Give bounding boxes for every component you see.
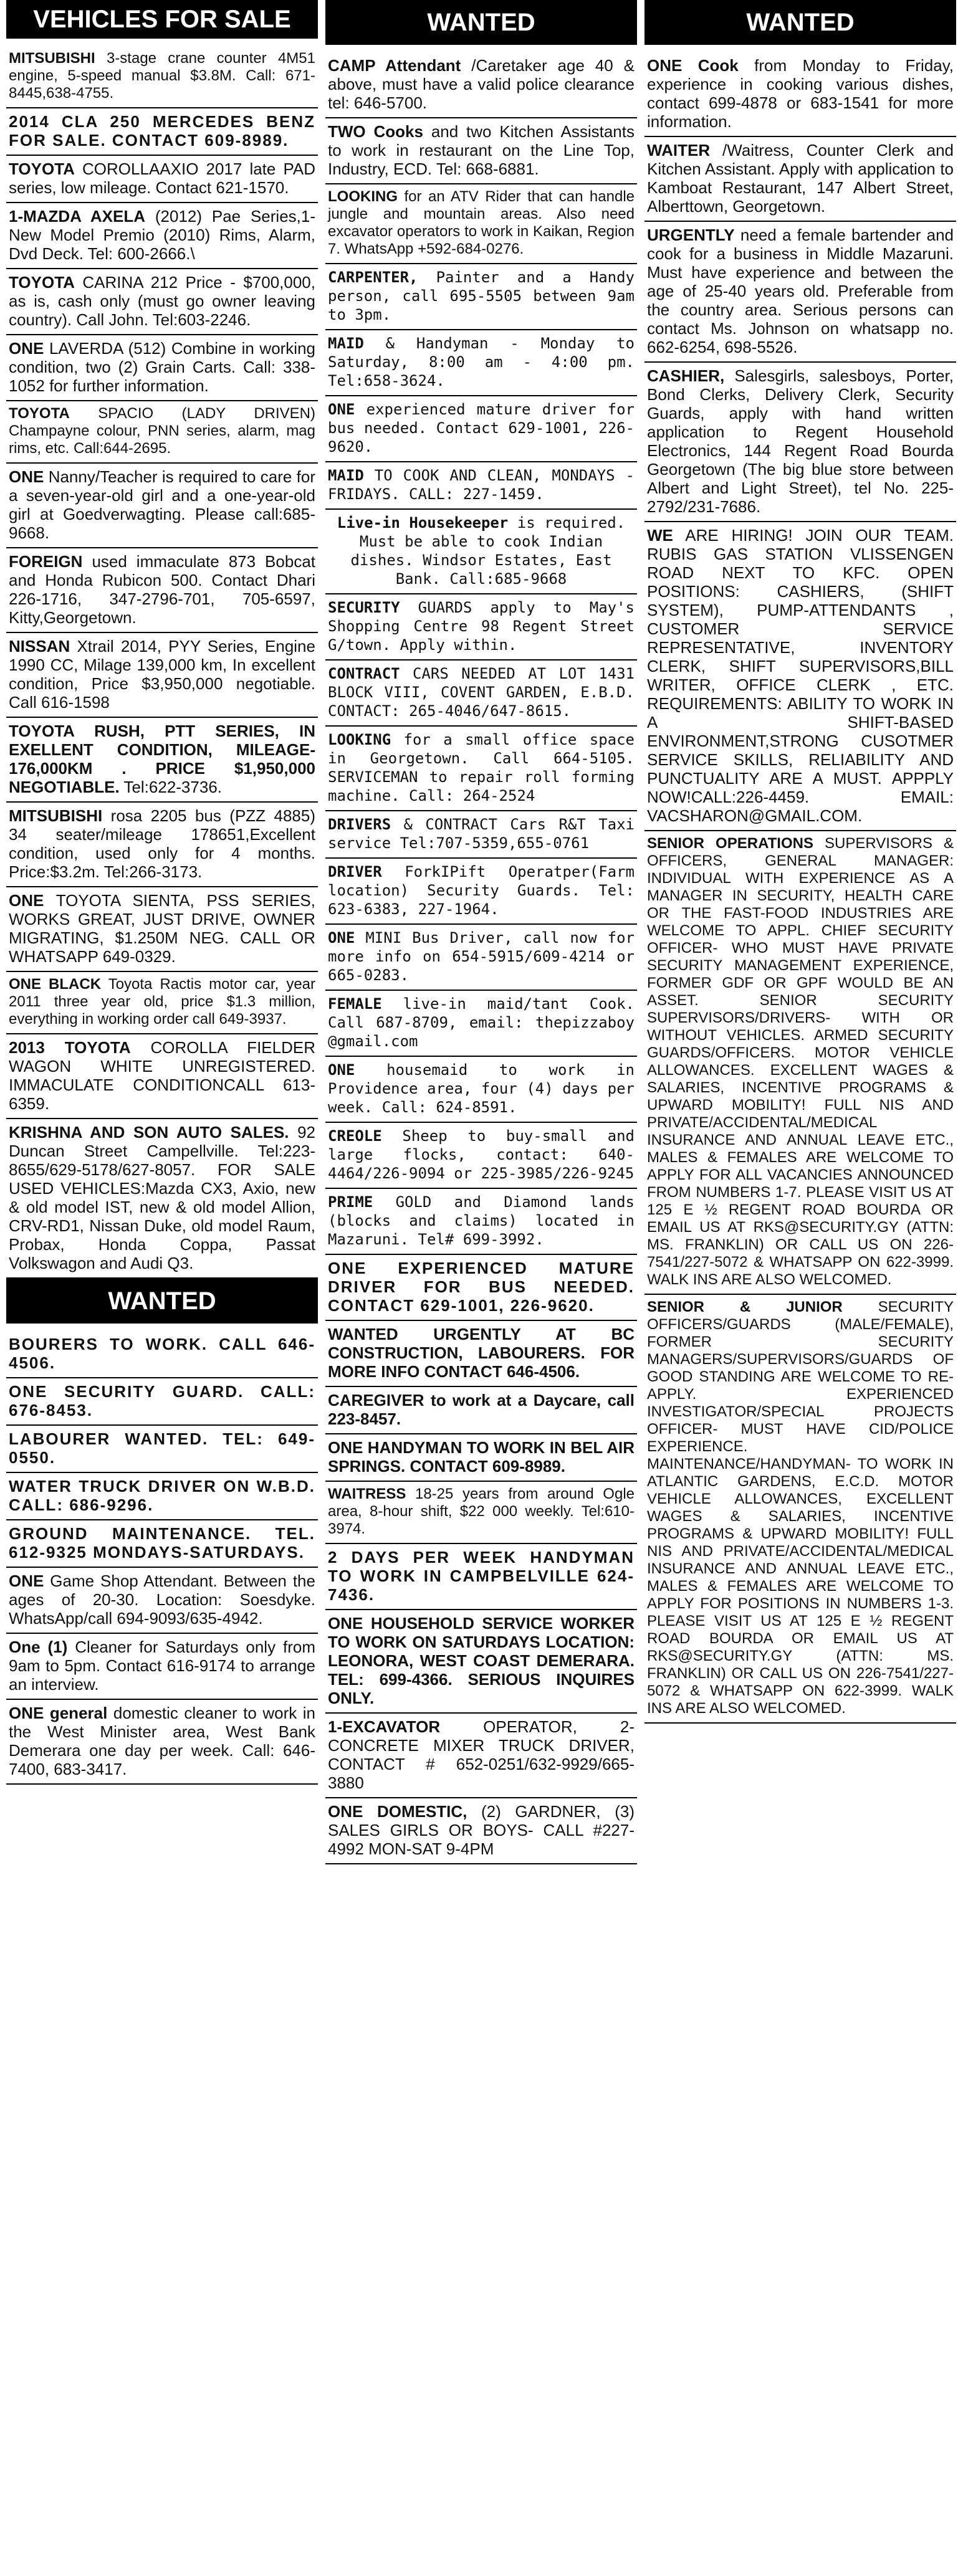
ad-body-text: TO COOK AND CLEAN, MONDAYS - FRIDAYS. CALL: 227-1459. (328, 467, 635, 503)
classified-ad (325, 1387, 637, 1434)
classified-ad (325, 859, 637, 925)
ad-body-text: SUPERVISORS & OFFICERS, GENERAL MANAGER: INDIVIDUAL WITH EXPERIENCE AS A MANAGER IN SECURITY, HEALTH CARE OR THE FAST-FOOD INDUSTRIES ARE WELCOME TO APPL. CHIEF SECURITY OFFICER- WHO MUST HAVE PRIVATE SECURITY MANAGEMENT EXPERIENCE, FORMER GDF OR GPF WOULD BE AN ASSET. SENIOR SECURITY SUPERVISORS/DRIVERS- WITH OR WITHOUT VEHICLES. ARMED SECURITY GUARDS/OFFICERS. MOTOR VEHICLE ALLOWANCES. EXCELLENT WAGES & SALARIES, INCENTIVE PROGRAMS & UPWARD MOBILITY! FULL NIS AND PRIVATE/ACCIDENTAL/MEDICAL INSURANCE AND ANNUAL LEAVE ETC., MALES & FEMALES ARE WELCOME TO APPLY FOR ALL VACANCIES ANNOUNCED FROM NUMBERS 1-7. PLEASE VISIT US AT 125 E ½ REGENT ROAD BOURDA OR EMAIL US AT RKS@SECURITY.GY (ATTN: MS. FRANKLIN) OR CALL US ON 226-7541/227-5072 & WHATSAPP ON 622-3999. WALK INS ARE ALSO WELCOMED. (647, 835, 954, 1288)
section-header-wanted: WANTED (325, 0, 637, 45)
ad-body-text: MINI Bus Driver, call now for more info on 654-5915/609-4214 or 665-0283. (328, 929, 635, 984)
classified-ad (325, 1544, 637, 1610)
classified-ad (325, 1057, 637, 1123)
ad-lead-text: WATER TRUCK DRIVER ON W.B.D. CALL: 686-9296. (9, 1477, 315, 1514)
classified-ad (644, 52, 956, 137)
ad-lead-text: LOOKING (328, 188, 398, 205)
ad-lead-text: SENIOR & JUNIOR (647, 1299, 843, 1315)
ad-body-text: CARINA 212 Price - $700,000, as is, cash only (must go owner leaving country). Call John. Tel:603-2246. (9, 273, 315, 329)
ad-body-text: need a female bartender and cook for a business in Middle Mazaruni. Must have experience and between the age of 25-40 years old. Preferable from the country area. Serious persons can contact Ms. Johnson on whatsapp no. 662-6254, 698-5526. (647, 226, 954, 356)
ad-body-text: /Waitress, Counter Clerk and Kitchen Assistant. Apply with application to Kamboat Restaurant, 147 Albert Street, Alberttown, Georgetown. (647, 141, 954, 216)
ad-body-text: domestic cleaner to work in the West Minister area, West Bank Demerara one day per week. Call: 646-7400, 683-3417. (9, 1704, 315, 1778)
ad-lead-text: ONE HOUSEHOLD SERVICE WORKER TO WORK ON SATURDAYS LOCATION: LEONORA, WEST COAST DEMERARA. TEL: 699-4366. SERIOUS INQUIRES ONLY. (328, 1614, 635, 1707)
ad-body-text: Nanny/Teacher is required to care for a seven-year-old girl and a one-year-old girl at Goedverwagting. Please call:685-9668. (9, 467, 315, 542)
ad-lead-text: 1-EXCAVATOR (328, 1717, 441, 1736)
ad-body-text: COROLLA FIELDER WAGON WHITE UNREGISTERED. IMMACULATE CONDITIONCALL 613-6359. (9, 1038, 315, 1113)
classified-ad (6, 269, 318, 335)
ad-body-text: & CONTRACT Cars R&T Taxi service Tel:707-5359,655-0761 (328, 816, 635, 852)
ad-lead-text: 1-MAZDA AXELA (9, 207, 146, 226)
classified-ad (325, 1123, 637, 1189)
classified-ad (325, 661, 637, 727)
classified-ad (325, 811, 637, 859)
classified-ad (6, 548, 318, 633)
classified-ad (6, 203, 318, 269)
ad-body-text: GUARDS apply to May's Shopping Centre 98 Regent Street G/town. Apply within. (328, 599, 635, 654)
classified-ad (325, 462, 637, 510)
column-wanted-3 (644, 0, 956, 2576)
classified-ad (6, 1520, 318, 1568)
ad-body-text: & Handyman - Monday to Saturday, 8:00 am - 4:00 pm. Tel:658-3624. (328, 335, 635, 389)
ad-body-text: 18-25 years from around Ogle area, 8-hour shift, $22 000 weekly. Tel:610-3974. (328, 1486, 635, 1537)
ad-body-text: Salesgirls, salesboys, Porter, Bond Clerks, Delivery Clerk, Security Guards, apply with hand written application to Regent Household Electronics, 144 Regent Road Bourda Georgetown (The big blue store between Albert and Light Street), tel No. 225-2792/231-7686. (647, 366, 954, 516)
ad-lead-text: TOYOTA RUSH, PTT SERIES, IN EXELLENT CONDITION, MILEAGE-176,000KM . PRICE $1,950,000 NEGOTIABLE. (9, 722, 315, 796)
column-wanted-2 (325, 0, 637, 2576)
ad-body-text: CARS NEEDED AT LOT 1431 BLOCK VIII, COVENT GARDEN, E.B.D. CONTACT: 265-4046/647-8615. (328, 665, 635, 720)
ad-body-text: used immaculate 873 Bobcat and Honda Rubicon 500. Contact Dhari 226-1716, 347-2796-701, 705-6597, Kitty,Georgetown. (9, 552, 315, 627)
ad-lead-text: URGENTLY (647, 226, 735, 244)
ad-body-text: live-in maid/tant Cook. Call 687-8709, email: thepizzaboy @gmail.com (328, 995, 635, 1050)
classified-ad (6, 1700, 318, 1785)
ad-lead-text: MITSUBISHI (9, 50, 95, 67)
classified-ad (644, 522, 956, 831)
ad-body-text: ARE HIRING! JOIN OUR TEAM. RUBIS GAS STATION VLISSENGEN ROAD NEXT TO KFC. OPEN POSITIONS: CASHIERS, (SHIFT SYSTEM), PUMP-ATTENDANTS , CUSTOMER SERVICE REPRESENTATIVE, INVENTORY CLERK, SHIFT SUPERVISORS,BILL WRITER, OFFICE CLERK , ETC. REQUIREMENTS: ABILITY TO WORK IN A SHIFT-BASED ENVIRONMENT,STRONG CUSOTMER SERVICE SKILLS, RELIABILITY AND PUNCTUALITY ARE A MUST. APPPLY NOW!CALL:226-4459. EMAIL: VACSHARON@GMAIL.COM. (647, 526, 954, 825)
classified-ad (325, 1714, 637, 1798)
ad-body-text: from Monday to Friday, experience in cooking various dishes, contact 699-4878 or 683-1541 for more information. (647, 56, 954, 131)
ad-lead-text: KRISHNA AND SON AUTO SALES. (9, 1123, 289, 1142)
ad-lead-text: FOREIGN (9, 552, 83, 571)
ad-lead-text: PRIME (328, 1193, 373, 1211)
ad-lead-text: ONE (328, 929, 355, 947)
ad-lead-text: ONE DOMESTIC, (328, 1802, 467, 1821)
ad-lead-text: ONE EXPERIENCED MATURE DRIVER FOR BUS NEEDED. CONTACT 629-1001, 226-9620. (328, 1259, 635, 1315)
ad-lead-text: ONE (9, 467, 44, 486)
classified-ad (325, 52, 637, 118)
classified-ad (6, 1473, 318, 1520)
ad-body-text: is required. Must be able to cook Indian dishes. Windsor Estates, East Bank. Call:685-9668 (350, 514, 626, 588)
classified-ad (325, 330, 637, 396)
ads-list (325, 52, 637, 1864)
ad-lead-text: ONE (9, 1572, 44, 1590)
ad-lead-text: CAREGIVER to work at a Daycare, call 223-8457. (328, 1391, 635, 1428)
classified-ad (325, 1321, 637, 1387)
ad-lead-text: 2013 TOYOTA (9, 1038, 131, 1057)
classified-ad (325, 118, 637, 184)
ad-lead-text: SENIOR OPERATIONS (647, 835, 813, 852)
ad-lead-text: CASHIER, (647, 366, 725, 385)
ad-lead-text: CONTRACT (328, 665, 400, 682)
ad-lead-text: Live-in Housekeeper (337, 514, 509, 532)
ad-lead-text: ONE (9, 339, 44, 358)
section-header-wanted: WANTED (6, 1279, 318, 1324)
ad-lead-text: BOURERS TO WORK. CALL 646-4506. (9, 1335, 315, 1372)
ad-lead-text: GROUND MAINTENANCE. TEL. 612-9325 MONDAYS-SATURDAYS. (9, 1524, 315, 1562)
ad-body-text: (2) GARDNER, (3) SALES GIRLS OR BOYS- CALL #227-4992 MON-SAT 9-4PM (328, 1802, 635, 1858)
classified-ad (6, 156, 318, 203)
ad-body-text: and two Kitchen Assistants to work in restaurant on the Line Top, Industry, ECD. Tel: 668-6881. (328, 122, 635, 178)
ad-body-text: for a small office space in Georgetown. Call 664-5105. SERVICEMAN to repair roll forming machine. Call: 264-2524 (328, 731, 635, 804)
ad-lead-text: TWO Cooks (328, 122, 423, 141)
classified-ad (6, 1634, 318, 1700)
classified-ad (6, 1426, 318, 1473)
ad-lead-text: CREOLE (328, 1127, 382, 1145)
ad-body-text: GOLD and Diamond lands (blocks and claims) located in Mazaruni. Tel# 699-3992. (328, 1193, 635, 1248)
classified-ad (6, 633, 318, 718)
ad-body-text: rosa 2205 bus (PZZ 4885) 34 seater/mileage 178651,Excellent condition, used only for 4 months. Price:$3.2m. Tel:266-3173. (9, 806, 315, 881)
ad-lead-text: WAITER (647, 141, 711, 160)
ad-body-text: /Caretaker age 40 & above, must have a valid police clearance tel: 646-5700. (328, 56, 635, 112)
classified-ad (325, 1482, 637, 1544)
classified-ad (6, 335, 318, 401)
ad-body-text: 92 Duncan Street Campellville. Tel:223-8655/629-5178/627-8057. FOR SALE USED VEHICLES:Mazda CX3, Axio, new & old model IST, new & old model Allion, CRV-RD1, Nissan Duke, old model Raum, Probax, Honda Coppa, Passat Volkswagon and Audi Q3. (9, 1123, 315, 1272)
section-header-wanted: WANTED (644, 0, 956, 45)
ad-lead-text: WAITRESS (328, 1486, 406, 1502)
ad-lead-text: MAID (328, 467, 364, 484)
classified-ad (6, 1568, 318, 1634)
classified-ad (6, 1034, 318, 1119)
classified-ad (325, 1255, 637, 1321)
classified-ad (325, 1610, 637, 1714)
ad-body-text: Tel:622-3736. (123, 778, 222, 796)
ad-body-text: COROLLAAXIO 2017 late PAD series, low mileage. Contact 621-1570. (9, 160, 315, 197)
classified-ad (325, 594, 637, 661)
ad-lead-text: DRIVER (328, 863, 382, 880)
ad-body-text: 3-stage crane counter 4M51 engine, 5-speed manual $3.8M. Call: 671-8445,638-4755. (9, 50, 315, 102)
classified-ad (6, 1331, 318, 1378)
ad-lead-text: LOOKING (328, 731, 391, 748)
ad-body-text: housemaid to work in Providence area, four (4) days per week. Call: 624-8591. (328, 1061, 635, 1116)
ad-lead-text: TOYOTA (9, 405, 70, 422)
ad-lead-text: 2 DAYS PER WEEK HANDYMAN TO WORK IN CAMPBELVILLE 624-7436. (328, 1548, 635, 1604)
classified-ad (325, 396, 637, 462)
classified-ad (6, 108, 318, 156)
ad-body-text: for an ATV Rider that can handle jungle and mountain areas. Also need excavator operators to work in Kaikan, Region 7. WhatsApp +592-684-0276. (328, 188, 635, 257)
ad-lead-text: WANTED URGENTLY AT BC CONSTRUCTION, LABOURERS. FOR MORE INFO CONTACT 646-4506. (328, 1325, 635, 1381)
ad-body-text: LAVERDA (512) Combine in working condition, two (2) Grain Carts. Call: 338-1052 for further information. (9, 339, 316, 395)
ad-body-text: OPERATOR, 2- CONCRETE MIXER TRUCK DRIVER, CONTACT # 652-0251/632-9929/665-3880 (328, 1717, 635, 1792)
ad-body-text: Game Shop Attendant. Between the ages of 20-30. Location: Soesdyke. WhatsApp/call 694-9093/635-4942. (9, 1572, 315, 1628)
classified-ad (6, 803, 318, 887)
ad-body-text: Toyota Ractis motor car, year 2011 three year old, price $1.3 million, everything in working order call 649-3937. (9, 976, 316, 1028)
ad-lead-text: ONE (9, 891, 44, 910)
classified-ad (325, 1189, 637, 1255)
ad-lead-text: CAMP Attendant (328, 56, 461, 75)
ads-list (6, 46, 318, 1279)
ads-list (6, 1331, 318, 1785)
ad-body-text: (2012) Pae Series,1- New Model Premio (2010) Rims, Alarm, Dvd Deck. Tel: 600-2666.\ (9, 207, 315, 263)
ad-body-text: ForkIPift Operatper(Farm location) Security Guards. Tel: 623-6383, 227-1964. (328, 863, 635, 918)
classified-ad (325, 184, 637, 264)
ad-body-text: TOYOTA SIENTA, PSS SERIES, WORKS GREAT, JUST DRIVE, OWNER MIGRATING, $1.250M NEG. CALL OR WHATSAPP 649-0329. (9, 891, 315, 966)
ad-lead-text: FEMALE (328, 995, 382, 1013)
classified-ad (644, 222, 956, 363)
ad-lead-text: MITSUBISHI (9, 806, 103, 825)
ad-lead-text: WE (647, 526, 673, 545)
classified-ad (644, 1295, 956, 1724)
ad-lead-text: ONE (328, 401, 355, 418)
ads-list (644, 52, 956, 1724)
classified-ad (6, 401, 318, 464)
ad-lead-text: ONE SECURITY GUARD. CALL: 676-8453. (9, 1382, 315, 1419)
column-vehicles (6, 0, 318, 2576)
ad-lead-text: NISSAN (9, 637, 70, 656)
ad-lead-text: CARPENTER, (328, 269, 418, 286)
ad-lead-text: ONE general (9, 1704, 108, 1722)
ad-lead-text: TOYOTA (9, 160, 75, 178)
ad-body-text: Xtrail 2014, PYY Series, Engine 1990 CC, Milage 139,000 km, In excellent condition, Price $3,950,000 negotiable. Call 616-1598 (9, 637, 315, 712)
classified-ad (6, 972, 318, 1034)
classified-ad (6, 1378, 318, 1426)
classified-ad (325, 1434, 637, 1482)
classified-ad (325, 991, 637, 1057)
ad-lead-text: ONE Cook (647, 56, 739, 75)
ad-lead-text: ONE BLACK (9, 976, 102, 993)
classified-ad (325, 1798, 637, 1864)
classified-ad (6, 887, 318, 972)
classified-ad (644, 831, 956, 1295)
ad-lead-text: One (1) (9, 1638, 68, 1656)
classified-ad (325, 727, 637, 811)
classified-ad (6, 464, 318, 548)
ad-body-text: Painter and a Handy person, call 695-5505 between 9am to 3pm. (328, 269, 635, 323)
classified-ad (6, 718, 318, 803)
ad-lead-text: 2014 CLA 250 MERCEDES BENZ FOR SALE. CONTACT 609-8989. (9, 112, 315, 150)
ad-lead-text: DRIVERS (328, 816, 391, 833)
ad-lead-text: MAID (328, 335, 364, 352)
classified-ad (6, 46, 318, 108)
ad-body-text: Cleaner for Saturdays only from 9am to 5pm. Contact 616-9174 to arrange an interview. (9, 1638, 315, 1694)
ad-body-text: SECURITY OFFICERS/GUARDS (MALE/FEMALE), FORMER SECURITY MANAGERS/SUPERVISORS/GUARDS OF GOOD STANDING ARE WELCOME TO RE-APPLY. EXPERIENCED INVESTIGATOR/SPECIAL PROJECTS OFFICER- MUST HAVE CID/POLICE EXPERIENCE. MAINTENANCE/HANDYMAN- TO WORK IN ATLANTIC GARDENS, E.C.D. MOTOR VEHICLE ALLOWANCES, EXCELLENT WAGES & SALARIES, INCENTIVE PROGRAMS & UPWARD MOBILITY! FULL NIS AND PRIVATE/ACCIDENTAL/MEDICAL INSURANCE AND ANNUAL LEAVE ETC., MALES & FEMALES ARE WELCOME TO APPLY FOR POSITIONS IN NUMBERS 1-3. PLEASE VISIT US AT 125 E ½ REGENT ROAD BOURDA OR EMAIL US AT RKS@SECURITY.GY (ATTN: MS. FRANKLIN) OR CALL US ON 226-7541/227-5072 & WHATSAPP ON 622-3999. WALK INS ARE ALSO WELCOMED. (647, 1299, 954, 1717)
classified-ad (325, 510, 637, 594)
classified-ad (644, 363, 956, 522)
ad-body-text: SPACIO (LADY DRIVEN) Champayne colour, PNN series, alarm, mag rims, etc. Call:644-2695. (9, 405, 316, 457)
ad-lead-text: LABOURER WANTED. TEL: 649-0550. (9, 1429, 315, 1467)
ad-lead-text: TOYOTA (9, 273, 75, 292)
ad-body-text: Sheep to buy-small and large flocks, contact: 640-4464/226-9094 or 225-3985/226-9245 (328, 1127, 635, 1182)
section-header-vehicles: VEHICLES FOR SALE (6, 0, 318, 39)
classified-ad (325, 925, 637, 991)
classified-ad (644, 137, 956, 222)
ad-lead-text: ONE (328, 1061, 355, 1079)
classified-ad (6, 1119, 318, 1279)
ad-lead-text: SECURITY (328, 599, 400, 616)
ad-lead-text: ONE HANDYMAN TO WORK IN BEL AIR SPRINGS. CONTACT 609-8989. (328, 1438, 635, 1476)
ad-body-text: experienced mature driver for bus needed. Contact 629-1001, 226-9620. (328, 401, 635, 456)
classified-ad (325, 264, 637, 330)
